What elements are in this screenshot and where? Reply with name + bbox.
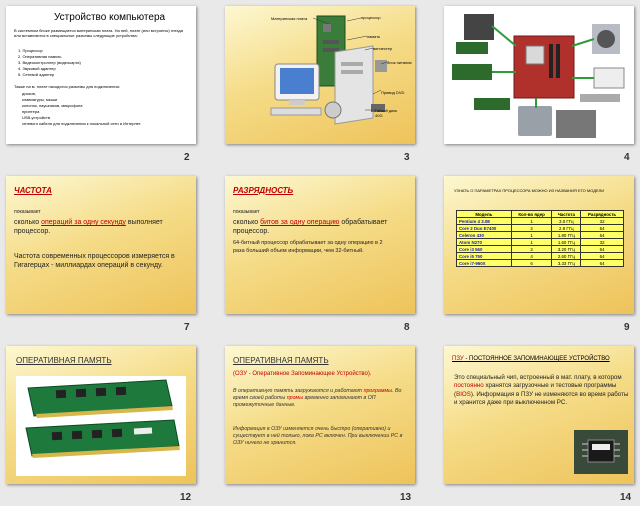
slide-number: 4 bbox=[624, 152, 630, 163]
table-row: Core 2 Duo E7400 2 2.8 ГГц 64 bbox=[457, 225, 624, 232]
list-item: 4. Звуковой адаптер bbox=[18, 66, 56, 71]
diagram-label: Материнская плата bbox=[271, 16, 308, 21]
diagram-label: блок питания bbox=[387, 60, 412, 65]
list-item: сетевого кабеля для подключения к локальной сети и Интернет. bbox=[22, 121, 142, 126]
slide-title: ОПЕРАТИВНАЯ ПАМЯТЬ bbox=[233, 356, 329, 365]
slide-thumbnail-13[interactable] bbox=[225, 346, 415, 484]
slide-paragraph: Информация в ОЗУ изменяется очень быстро (оперативно) и существует в ней только, пока PC включен. При выключении PC в ОЗУ ничего не хранится. bbox=[233, 426, 403, 446]
slide-thumbnail-8[interactable] bbox=[225, 176, 415, 314]
table-row: Core i3 560 2 3.20 ГГц 64 bbox=[457, 246, 624, 253]
slide-lead: показывает bbox=[14, 209, 41, 215]
slide-thumbnail-9[interactable] bbox=[444, 176, 634, 314]
slide-paragraph: 64-битный процессор обрабатывает за одну операцию в 2 раза больший объем информации, чем 32-битный. bbox=[233, 240, 383, 254]
ram-modules-icon bbox=[16, 376, 186, 476]
slide-number: 8 bbox=[404, 322, 410, 333]
slide-extra: Также на м. плате находятся разъемы для подключения: bbox=[14, 84, 120, 89]
list-item: USB-устройств bbox=[22, 115, 50, 120]
diagram-label: винчестер bbox=[373, 46, 393, 51]
slide-number: 13 bbox=[400, 492, 412, 503]
diagram-label: Привод DVD bbox=[381, 90, 405, 95]
list-item: 5. Сетевой адаптер bbox=[18, 72, 55, 77]
slide-title: РАЗРЯДНОСТЬ bbox=[233, 186, 294, 195]
slide-number: 7 bbox=[184, 322, 190, 333]
table-row: Core i7-960X 6 3.33 ГГц 64 bbox=[457, 260, 624, 267]
slide-thumbnail-7[interactable] bbox=[6, 176, 196, 314]
slide-title: Устройство компьютера bbox=[54, 12, 166, 23]
slide-lead: показывает bbox=[233, 209, 260, 215]
list-item: колонок, наушников, микрофона bbox=[22, 103, 83, 108]
slide-paragraph: Частота современных процессоров измеряется в Гигагерцах - миллиардах операций в секунду. bbox=[14, 253, 175, 269]
slide-title: ОПЕРАТИВНАЯ ПАМЯТЬ bbox=[16, 356, 112, 365]
slide-thumbnail-2[interactable] bbox=[6, 6, 196, 144]
slide-title: ПЗУ - ПОСТОЯННОЕ ЗАПОМИНАЮЩЕЕ УСТРОЙСТВО bbox=[452, 356, 610, 362]
table-row: Celeron 430 1 1.80 ГГц 64 bbox=[457, 232, 624, 239]
diagram-label: Гибкий диск 40G bbox=[375, 108, 398, 118]
table-header: Разрядность bbox=[581, 211, 624, 218]
slide-caption: УЗНАТЬ О ПАРАМЕТРАХ ПРОЦЕССОРА МОЖНО ИЗ НАЗВАНИЯ ЕГО МОДЕЛИ bbox=[454, 188, 605, 193]
table-header: Частота bbox=[552, 211, 581, 218]
slide-number: 14 bbox=[620, 492, 632, 503]
slide-thumbnail-4[interactable] bbox=[444, 6, 634, 144]
slide-paragraph: В оперативную память загружаются и работают программы. Во время своей работы промы временно запоминают в ОП промежуточные данные. bbox=[233, 388, 402, 408]
diagram-label: память bbox=[367, 34, 381, 39]
list-item: клавиатуры, мыши bbox=[22, 97, 58, 102]
hardware-components-icon bbox=[444, 6, 634, 144]
table-row: Core i5 750 4 2.60 ГГц 64 bbox=[457, 253, 624, 260]
slide-text: сколько операций за одну секунду выполняет процессор. bbox=[14, 219, 163, 235]
bios-chip-icon bbox=[574, 430, 628, 474]
slide-intro: В системном блоке размещается материнская плата. На ней, плате (или встроены) гнезда или вставляются в специальные разъемы следующие устройства: bbox=[14, 28, 183, 38]
slide-number: 3 bbox=[404, 152, 410, 163]
slide-thumbnail-14[interactable] bbox=[444, 346, 634, 484]
slide-number: 2 bbox=[184, 152, 190, 163]
table-row: Pentium 4 3.0E 1 3.0 ГГц 32 bbox=[457, 218, 624, 225]
list-item: 3. Видеоконтроллер (видеокарта) bbox=[18, 60, 81, 65]
list-item: принтера bbox=[22, 109, 40, 114]
list-item: 1. Процессор bbox=[18, 48, 43, 53]
list-item: 2. Оперативная память bbox=[18, 54, 62, 59]
slide-text: сколько битов за одну операцию обрабатывает процессор. bbox=[233, 219, 388, 235]
slide-thumbnail-12[interactable] bbox=[6, 346, 196, 484]
table-row: Atom N270 1 1.60 ГГц 32 bbox=[457, 239, 624, 246]
processor-table bbox=[456, 210, 624, 267]
slide-thumbnail-3[interactable] bbox=[225, 6, 415, 144]
table-header: Кол-во ядер bbox=[511, 211, 552, 218]
slide-number: 9 bbox=[624, 322, 630, 333]
slide-title: ЧАСТОТА bbox=[14, 186, 52, 195]
computer-diagram-icon bbox=[225, 6, 415, 144]
list-item: дисков, bbox=[22, 91, 36, 96]
slide-subtitle: (ОЗУ - Оперативное Запоминающее Устройство). bbox=[233, 371, 372, 377]
slide-paragraph: Это специальный чип, встроенный в мат. плату, в котором постоянно хранятся загрузочные и тестовые программы (BIOS). Информация в ПЗУ не изменяются во время работы и хранится даже при выключенном PC. bbox=[454, 374, 629, 407]
slide-number: 12 bbox=[180, 492, 192, 503]
diagram-label: процессор bbox=[361, 15, 381, 20]
table-header: Модель bbox=[457, 211, 512, 218]
